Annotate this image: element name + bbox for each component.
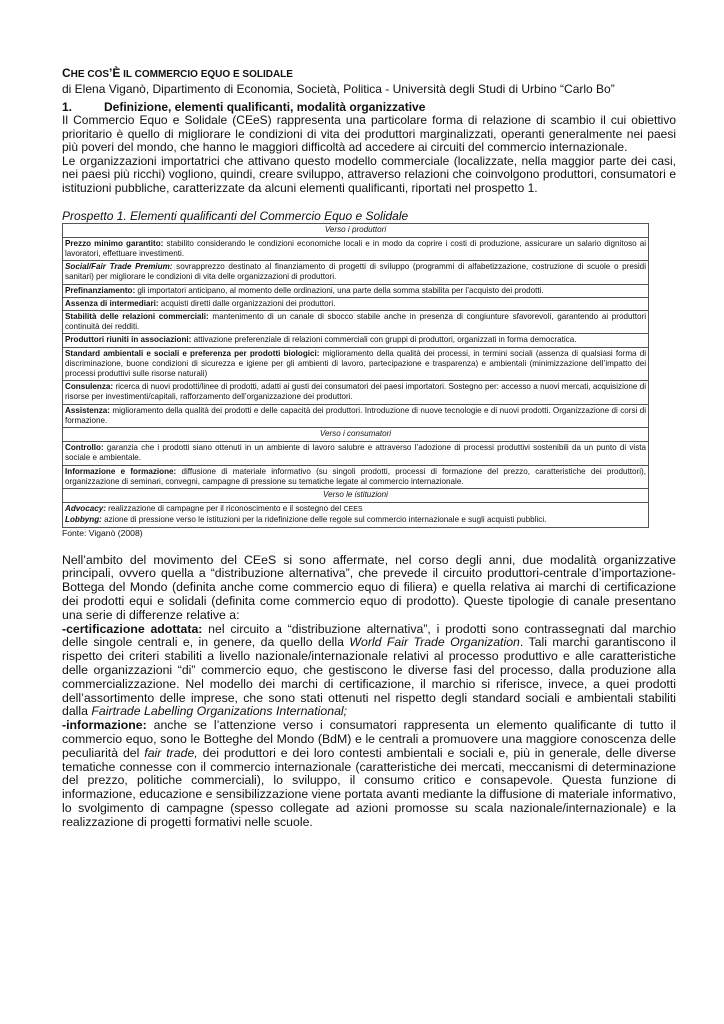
row-label: Standard ambientali e sociali e preferenza per prodotti biologici:	[65, 348, 320, 358]
table-row	[63, 503, 649, 527]
row-text: ricerca di nuovi prodotti/linee di prodotti, adatti ai gusti dei consumatori dei paesi importatori. Sostegno per: accesso a nuovi mercati, acquisizione di risorse per investimenti/capitali, rafforzamento dell’organizzazione dei produttori.	[65, 382, 646, 402]
table-row	[63, 465, 649, 488]
table-group-header-row	[63, 223, 649, 237]
table-row	[63, 284, 649, 297]
table-cell	[63, 261, 649, 284]
table-cell	[63, 381, 649, 404]
table-cell	[63, 284, 649, 297]
table-group-header: Verso i produttori	[63, 223, 649, 237]
advocacy-text: realizzazione di campagne per il riconoscimento e il sostegno del	[105, 504, 344, 514]
row-label: Assistenza:	[65, 405, 110, 415]
table-cell	[63, 334, 649, 347]
row-text: diffusione di materiale informativo (su singoli prodotti, processi di formazione del prezzo, caratteristiche dei produttori), organizzazione di seminari, convegni, campagne di pressione su tematiche legate al commercio internazionale.	[65, 466, 646, 486]
certification-text: . Tali marchi garantiscono il rispetto dei criteri stabiliti a livello nazionale/internazionale relativi al processo produttivo e alle caratteristiche delle organizzazioni “di” commercio equo, che gestiscono le diverse fasi del processo, dalla produzione alla commercializzazione. Nel modello dei marchi di certificazione, il marchio si riferisce, invece, a quei prodotti dell’assortimento delle imprese, che sono stati ottenuti nel rispetto degli standard sociali e ambientali stabiliti dalla	[62, 635, 676, 719]
section-heading	[62, 100, 676, 114]
row-text: attivazione preferenziale di relazioni commerciali con gruppi di produttori, organizzati in forma democratica.	[191, 335, 577, 345]
row-text: mantenimento di un canale di sbocco stabile anche in presenza di congiunture sfavorevoli, garantendo ai produttori continuità dei redditi.	[65, 311, 646, 332]
title-initial: C	[62, 66, 71, 80]
certification-text: nel circuito a “distribuzione alternativa”, i prodotti sono contrassegnati dal marchio delle singole centrali e, in genere, da quello della	[62, 621, 676, 650]
information-label: -informazione:	[62, 718, 147, 733]
row-text: miglioramento della qualità dei processi, in termini sociali (assenza di qualsiasi forma di discriminazione, buone condizioni di sicurezza e igiene per gli ambienti di lavoro, partecipazione e trasparenza) e ambientali (minimizzazione dell’impatto dei processi produttivi sulle risorse naturali)	[65, 348, 646, 378]
row-label: Controllo:	[65, 443, 104, 453]
row-text: gli importatori anticipano, al momento delle ordinazioni, una parte della somma stabilita per l’acquisto dei prodotti.	[135, 285, 544, 295]
table-cell	[63, 237, 649, 260]
body-paragraph: Nell’ambito del movimento del CEeS si sono affermate, nel corso degli anni, due modalità organizzative principali, ovvero quella a “distribuzione alternativa”, che prevede il circuito produttori-centrale d’importazione-Bottega del Mondo (definita anche come commercio equo di filiera) e quella relativa ai marchi di certificazione dei prodotti equi e solidali (definita come commercio equo di prodotto). Queste tipologie di canale presentano una serie di differenze relative a:	[62, 552, 676, 622]
table-group-header: Verso i consumatori	[63, 428, 649, 442]
table-group-header: Verso le istituzioni	[63, 489, 649, 503]
table-row	[63, 310, 649, 333]
table-source: Fonte: Viganò (2008)	[62, 527, 143, 538]
row-text: sovrapprezzo destinato al finanziamento di progetti di sviluppo (programmi di alfabetizzazione, costruzione di scuole o presidi sanitari) per migliorare le condizioni di vita delle organizzazioni di produttori.	[65, 262, 646, 282]
table-row	[63, 347, 649, 381]
row-text: acquisti diretti dalle organizzazioni dei produttori.	[158, 298, 336, 308]
table-cell	[63, 404, 649, 427]
table-cell	[63, 310, 649, 333]
row-text: stabilito considerando le condizioni economiche locali e in modo da coprire i costi di produzione, assicurare un salario dignitoso ai lavoratori, effettuare investimenti.	[65, 238, 646, 258]
advocacy-label: Advocacy:	[65, 504, 106, 514]
table-row	[63, 237, 649, 260]
intro-paragraph: Il Commercio Equo e Solidale (CEeS) rappresenta una particolare forma di relazione di scambio il cui obiettivo prioritario è quello di migliorare le condizioni di vita dei produttori marginalizzati, operanti generalmente nei paesi più poveri del mondo, che hanno le maggiori difficoltà ad accedere ai circuiti del commercio internazionale.	[62, 113, 676, 155]
information-paragraph	[62, 719, 676, 829]
row-label: Prezzo minimo garantito:	[65, 238, 164, 248]
section-number: 1.	[62, 100, 73, 114]
table-cell	[63, 465, 649, 488]
certification-label: -certificazione adottata:	[62, 621, 203, 636]
title-part: IL COMMERCIO EQUO E SOLIDALE	[120, 69, 293, 80]
certification-italic: World Fair Trade Organization	[349, 635, 520, 650]
table-cell	[63, 297, 649, 310]
table-row	[63, 297, 649, 310]
row-label: Stabilità delle relazioni commerciali:	[65, 311, 209, 321]
title-part: HE COS	[70, 69, 110, 80]
row-label: Informazione e formazione:	[65, 466, 177, 476]
author-line: di Elena Viganò, Dipartimento di Economia, Società, Politica - Università degli Studi di Urbino “Carlo Bo”	[62, 82, 615, 96]
elements-table	[62, 223, 649, 528]
row-label: Prefinanziamento:	[65, 285, 136, 295]
table-group-header-row	[63, 428, 649, 442]
table-caption: Prospetto 1. Elementi qualificanti del Commercio Equo e Solidale	[62, 208, 409, 223]
intro-paragraph: Le organizzazioni importatrici che attivano questo modello commerciale (localizzate, nella maggior parte dei casi, nei paesi più ricchi) vogliono, quindi, creare sviluppo, attraverso relazioni che coinvolgono produttori, consumatori e istituzioni pubbliche, caratterizzate da alcuni elementi qualificanti, riportati nel prospetto 1.	[62, 153, 676, 195]
table-group-header-row	[63, 489, 649, 503]
information-italic: fair trade,	[144, 745, 198, 760]
lobbyng-text: azione di pressione verso le istituzioni per la ridefinizione delle regole sul commercio internazionale e sugli acquisti pubblici.	[101, 515, 547, 525]
table-cell	[63, 503, 649, 527]
row-label: Assenza di intermediari:	[65, 298, 159, 308]
row-label: Consulenza:	[65, 382, 114, 392]
certification-paragraph	[62, 623, 676, 720]
section-title: Definizione, elementi qualificanti, modalità organizzative	[104, 100, 426, 114]
table-cell	[63, 442, 649, 465]
table-row	[63, 442, 649, 465]
row-text: garanzia che i prodotti siano ottenuti in un ambiente di lavoro salubre e attraverso l’adozione di processi produttivi sostenibili da un punto di vista sociale e ambientale.	[65, 443, 646, 463]
row-text: miglioramento della qualità dei prodotti e delle capacità dei produttori. Introduzione di nuove tecnologie e di nuovi prodotti. Organizzazione di corsi di formazione.	[65, 405, 646, 425]
title-part: ’È	[109, 66, 121, 80]
table-row	[63, 261, 649, 284]
page-content	[62, 66, 676, 830]
lobbyng-label: Lobbyng:	[65, 515, 102, 525]
information-text: dei produttori e dei loro contesti ambientali e sociali e, più in generale, delle diverse tematiche connesse con il commercio internazionale (caratteristiche dei mercati, meccanismi di determinazione del prezzo, politiche commerciali), lo sviluppo, il consumo critico e consapevole. Questa funzione di informazione, educazione e sensibilizzazione viene portata avanti mediante la diffusione di materiale informativo, lo svolgimento di campagne (spesso collegate ad azioni promosse su scala nazionale/internazionale) e la realizzazione di progetti formativi nelle scuole.	[62, 745, 676, 829]
table-cell	[63, 347, 649, 381]
table-row	[63, 381, 649, 404]
row-label: Produttori riuniti in associazioni:	[65, 335, 192, 345]
row-label: Social/Fair Trade Premium:	[65, 262, 173, 272]
table-row	[63, 404, 649, 427]
document-title	[62, 66, 676, 82]
advocacy-acronym: CEES	[343, 506, 363, 514]
table-row	[63, 334, 649, 347]
certification-italic: Fairtrade Labelling Organizations International;	[91, 704, 348, 719]
information-text: anche se l’attenzione verso i consumatori rappresenta un elemento qualificante di tutto il commercio equo, sono le Botteghe del Mondo (BdM) e le centrali a promuovere una maggiore conoscenza delle peculiarità del	[62, 718, 676, 760]
